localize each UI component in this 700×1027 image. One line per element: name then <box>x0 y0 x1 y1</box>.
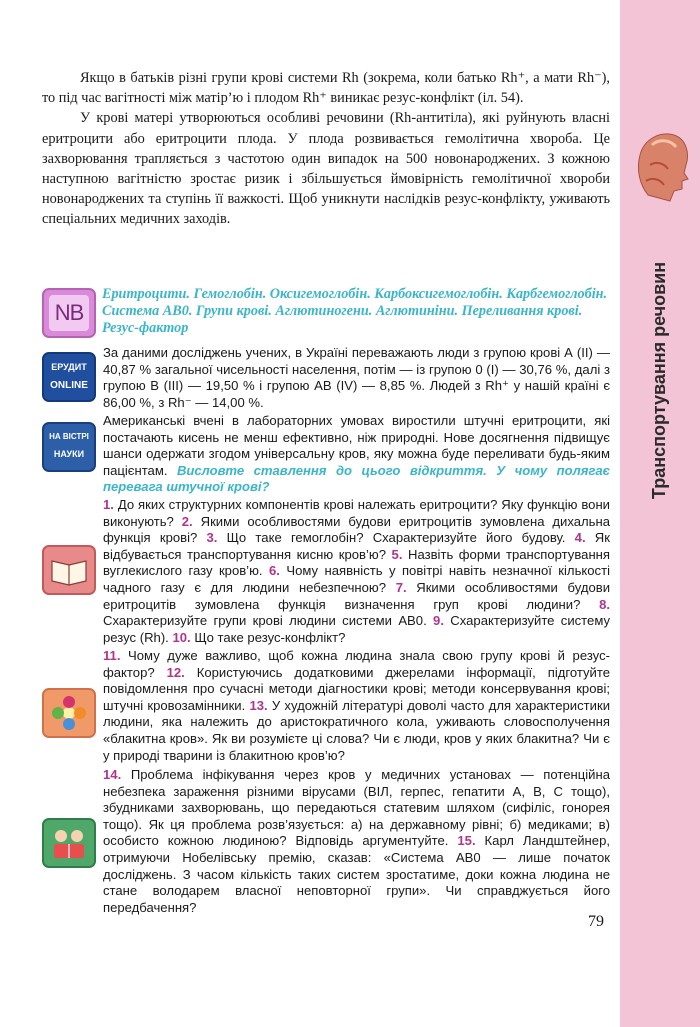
question-11: 11. Чому дуже важливо, щоб кожна людина знала свою групу крові й резус-фактор? <box>103 648 610 680</box>
questions-basic <box>103 497 610 646</box>
question-7: 7. Якими особливостями будови еритроцитів зумовлена функція визначення груп крові людини? <box>103 579 611 612</box>
science-text: Американські вчені в лабораторних умовах виростили штучні еритроцити, які постачають кисень не менш ефективно, ніж природні. Нове досягнення підвищує шанси одержати згодом універсальну кров, яку можна буде переливати будь-яким пацієнтам. <box>103 413 610 478</box>
erudit-label-bottom: ONLINE <box>50 380 88 391</box>
sidebar <box>620 0 700 1027</box>
science-label-bottom: НАУКИ <box>53 449 85 459</box>
question-13: 13. У художній літературі доволі часто для характеристики людини, яка належить до аристократичного кола, уживають словосполучення «блакитна кров». Як ви розумієте ці слова? Чи є люди, кров у яких блакитна? Чи є у природі тварини із блакитною кров’ю? <box>103 697 611 763</box>
key-terms: Еритроцити. Гемоглобін. Оксигемоглобін. Карбоксигемоглобін. Карбгемоглобін. Система АВ0. Групи крові. Аглютиногени. Аглютиніни. Переливання крові. Резус-фактор <box>102 286 608 336</box>
group-discussion-icon <box>42 818 96 868</box>
questions-discussion <box>103 767 610 916</box>
questions-creative <box>103 648 610 764</box>
question-6: 6. Чому наявність у повітрі навіть незначної кількості чадного газу є для людини небезпечною? <box>103 563 611 595</box>
science-news-icon <box>42 422 96 472</box>
intro-paragraph-1: Якщо в батьків різні групи крові системи Rh (зокрема, коли батько Rh⁺, а мати Rh⁻), то під час вагітності між матір’ю і плодом Rh⁺ виникає резус-конфлікт (іл. 54). <box>42 70 610 107</box>
question-10: 10. Що таке резус-конфлікт? <box>172 629 346 645</box>
intro-paragraph-2: У крові матері утворюються особливі речовини (Rh-антитіла), які руйнують власні еритроцити або еритроцити плода. У плода розвивається гемолітична хвороба. Це захворювання трапляється з частотою один випадок на 500 новонароджених. З кожною наступною вагітністю зростає ризик і збільшується ймовірність гемолітичної хвороби новонароджених та ступінь її важкості. Щоб уникнути наслідків резус-конфлікту, уживають спеціальних медичних заходів. <box>42 110 610 228</box>
erudit-label-top: ЕРУДИТ <box>51 362 87 372</box>
question-3: 3. Що таке гемоглобін? Схарактеризуйте його будову. <box>206 530 566 546</box>
science-block <box>103 413 610 496</box>
science-task: Висловте ставлення до цього відкриття. У чому полягає перевага штучної крові? <box>103 462 610 495</box>
section-title-text: Транспортування речовин <box>649 261 670 499</box>
open-book-icon <box>44 547 94 593</box>
question-12: 12. Користуючись додатковими джерелами інформації, підготуйте повідомлення про сучасні методи діагностики крові; методи консервування крові; штучні кровозамінники. <box>103 664 610 713</box>
question-15: 15. Карл Ландштейнер, отримуючи Нобелівську премію, сказав: «Система АВ0 — лише початок досліджень. З часом кількість таких систем зростатиме, доки кожна людина не стане володарем власної неповторної групи». Чи справджується його передбачення? <box>103 833 610 915</box>
erudit-online-icon <box>42 352 96 402</box>
nb-icon <box>42 288 96 338</box>
head-anatomy-icon <box>630 125 692 205</box>
page-number: 79 <box>588 913 604 930</box>
question-1: 1. До яких структурних компонентів крові належать еритроцити? Яку функцію вони виконують? <box>103 497 610 529</box>
nb-label: NB <box>49 295 89 331</box>
erudit-text: За даними досліджень учених, в Україні переважають люди з групою крові А (II) — 40,87 % загальної чисельності населення, потім — із групою 0 (I) — 30,76 %, далі з групою В (III) — 19,50 % і групою АВ (IV) — 8,85 %. Людей з Rh⁺ у нашій країні є 86,00 %, з Rh⁻ — 14,00 %. <box>103 345 610 410</box>
science-label-top: НА ВІСТРІ <box>49 432 89 441</box>
book-icon <box>42 545 96 595</box>
flower-icon <box>42 688 96 738</box>
question-9: 9. Схарактеризуйте систему резус (Rh). <box>103 613 611 645</box>
intro-text <box>42 68 610 230</box>
question-4: 4. Як відбувається транспортування кисню кров’ю? <box>103 530 610 562</box>
question-2: 2. Якими особливостями будови еритроцитів зумовлена дихальна функція крові? <box>103 513 611 546</box>
question-14: 14. Проблема інфікування через кров у медичних установах — потенційна небезпека зараження різними вірусами (ВІЛ, герпес, гепатити А, В, С тощо), збудниками захворювань, що передаються статевим шляхом (сифіліс, гонорея тощо). Як ця проблема розв’язується: а) на державному рівні; б) медиками; в) особисто кожною людиною? Відповідь аргументуйте. <box>103 767 610 849</box>
children-reading-icon <box>44 820 94 866</box>
section-title <box>624 230 696 530</box>
question-8: 8. Схарактеризуйте групи крові людини системи АВ0. <box>103 596 610 629</box>
question-5: 5. Назвіть форми транспортування вуглекислого газу кров’ю. <box>103 546 610 579</box>
creative-flower-icon <box>44 690 94 736</box>
